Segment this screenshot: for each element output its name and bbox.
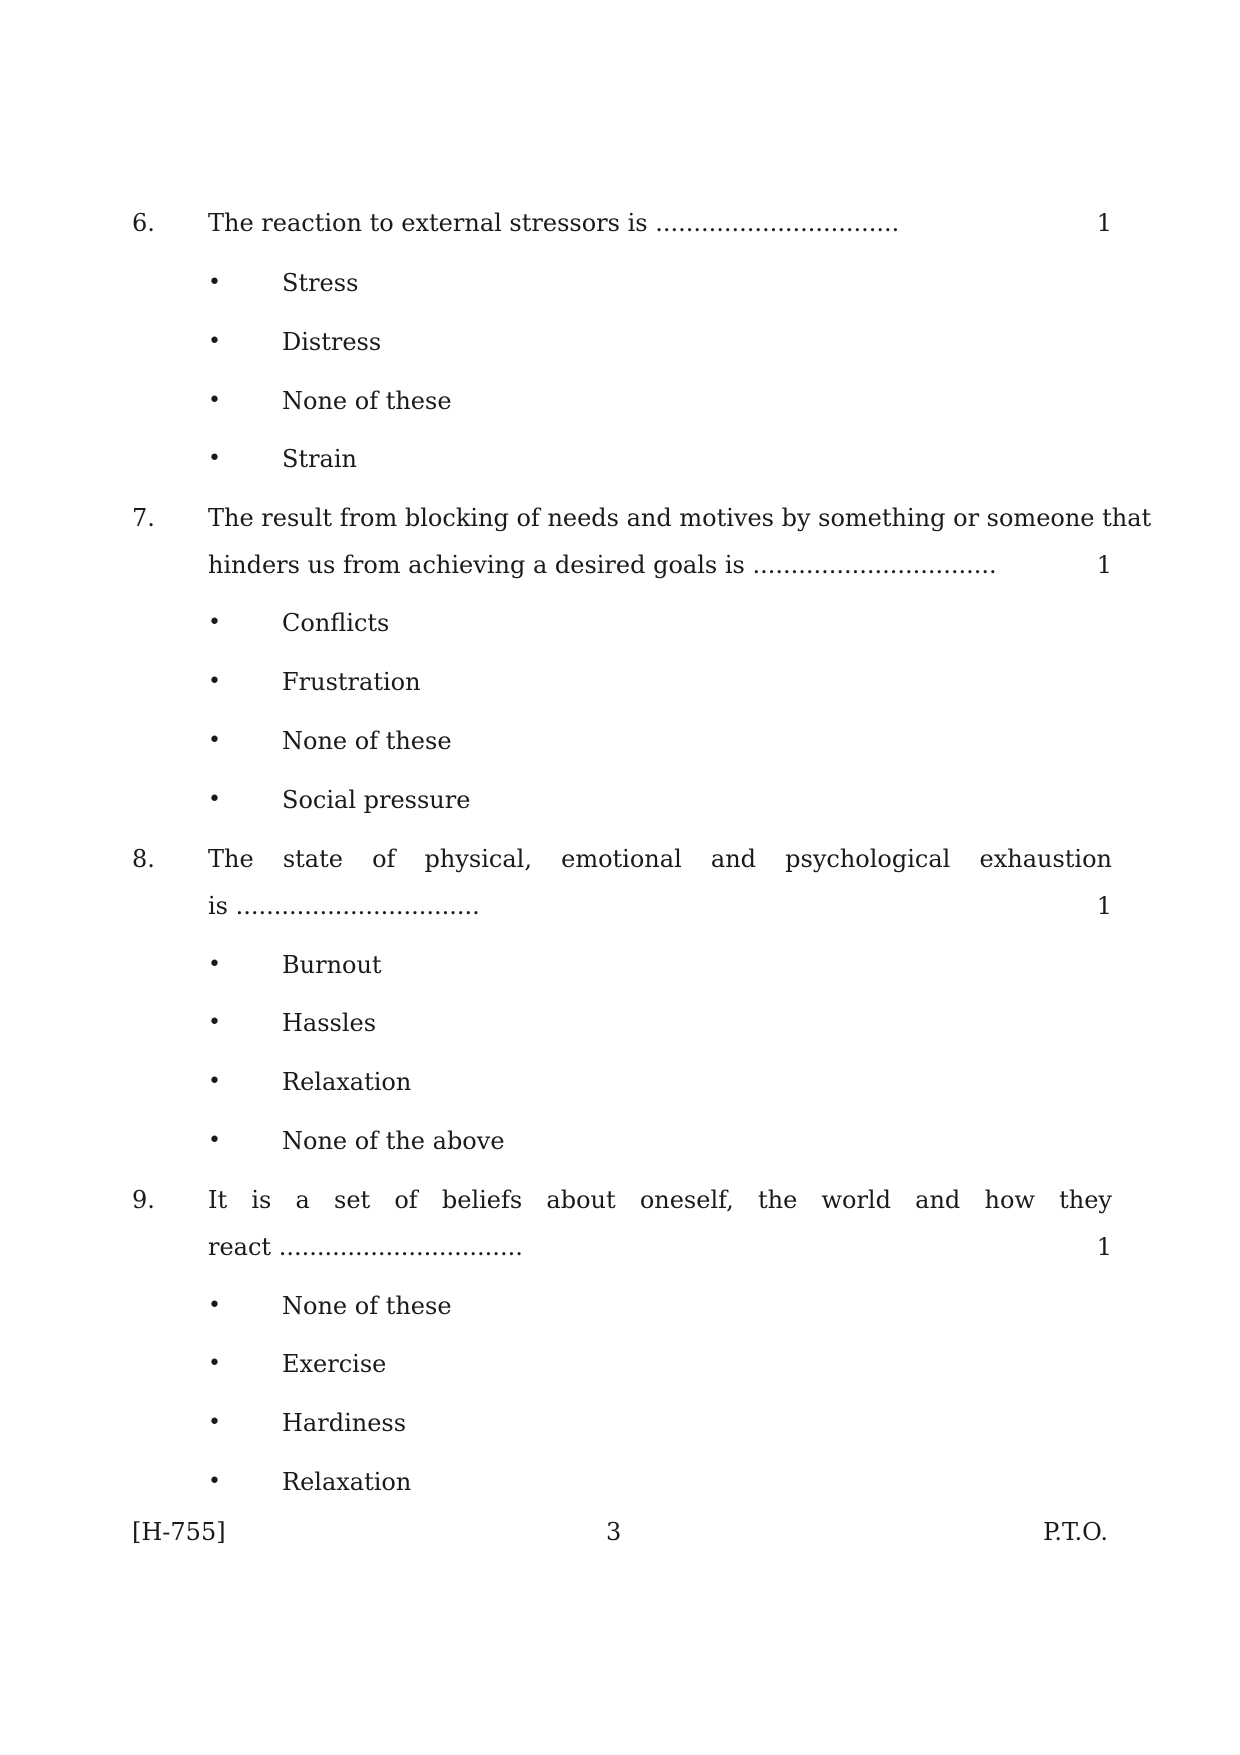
option-text: None of the above bbox=[282, 1127, 505, 1155]
option-text: None of these bbox=[282, 1292, 452, 1320]
question-9-line-2 bbox=[132, 1230, 1112, 1264]
bullet-icon: • bbox=[208, 329, 221, 354]
option-text: Hassles bbox=[282, 1009, 377, 1037]
question-text: The reaction to external stressors is ................................ bbox=[208, 209, 900, 237]
option-text: Hardiness bbox=[282, 1409, 407, 1437]
question-number: 8. bbox=[132, 845, 155, 873]
option-text: Relaxation bbox=[282, 1468, 412, 1496]
question-text: react ................................ bbox=[208, 1233, 523, 1261]
bullet-icon: • bbox=[208, 1469, 221, 1494]
option-text: Social pressure bbox=[282, 786, 471, 814]
question-8-line-1 bbox=[132, 842, 1112, 876]
option-text: Relaxation bbox=[282, 1068, 412, 1096]
question-marks: 1 bbox=[1096, 1233, 1112, 1261]
option-text: Distress bbox=[282, 328, 382, 356]
bullet-icon: • bbox=[208, 728, 221, 753]
bullet-icon: • bbox=[208, 446, 221, 471]
question-marks: 1 bbox=[1096, 209, 1112, 237]
bullet-icon: • bbox=[208, 1010, 221, 1035]
question-number: 9. bbox=[132, 1186, 155, 1214]
page-number: 3 bbox=[606, 1518, 622, 1546]
question-text: The result from blocking of needs and motives by something or someone that bbox=[208, 504, 1152, 532]
bullet-icon: • bbox=[208, 1293, 221, 1318]
question-6-line-1 bbox=[132, 206, 1112, 240]
question-8-line-2 bbox=[132, 889, 1112, 923]
option-text: None of these bbox=[282, 727, 452, 755]
question-9-line-1 bbox=[132, 1183, 1112, 1217]
question-text: It is a set of beliefs about oneself, the world and how they bbox=[208, 1186, 1112, 1214]
question-text: hinders us from achieving a desired goals is ................................ bbox=[208, 551, 997, 579]
question-text: is ................................ bbox=[208, 892, 480, 920]
paper-code: [H-755] bbox=[132, 1518, 226, 1546]
option-text: Stress bbox=[282, 269, 359, 297]
please-turn-over: P.T.O. bbox=[1043, 1518, 1108, 1546]
option-text: Exercise bbox=[282, 1350, 387, 1378]
bullet-icon: • bbox=[208, 1069, 221, 1094]
bullet-icon: • bbox=[208, 1351, 221, 1376]
option-text: None of these bbox=[282, 387, 452, 415]
option-text: Frustration bbox=[282, 668, 421, 696]
question-marks: 1 bbox=[1096, 892, 1112, 920]
bullet-icon: • bbox=[208, 1410, 221, 1435]
bullet-icon: • bbox=[208, 388, 221, 413]
option-text: Burnout bbox=[282, 951, 382, 979]
question-number: 7. bbox=[132, 504, 155, 532]
question-7-line-1 bbox=[132, 501, 1152, 535]
option-text: Conflicts bbox=[282, 609, 390, 637]
bullet-icon: • bbox=[208, 669, 221, 694]
bullet-icon: • bbox=[208, 270, 221, 295]
question-marks: 1 bbox=[1096, 551, 1112, 579]
bullet-icon: • bbox=[208, 1128, 221, 1153]
question-7-line-2 bbox=[132, 548, 1112, 582]
bullet-icon: • bbox=[208, 610, 221, 635]
bullet-icon: • bbox=[208, 787, 221, 812]
question-number: 6. bbox=[132, 209, 155, 237]
bullet-icon: • bbox=[208, 952, 221, 977]
question-text: The state of physical, emotional and psychological exhaustion bbox=[208, 845, 1112, 873]
option-text: Strain bbox=[282, 445, 357, 473]
